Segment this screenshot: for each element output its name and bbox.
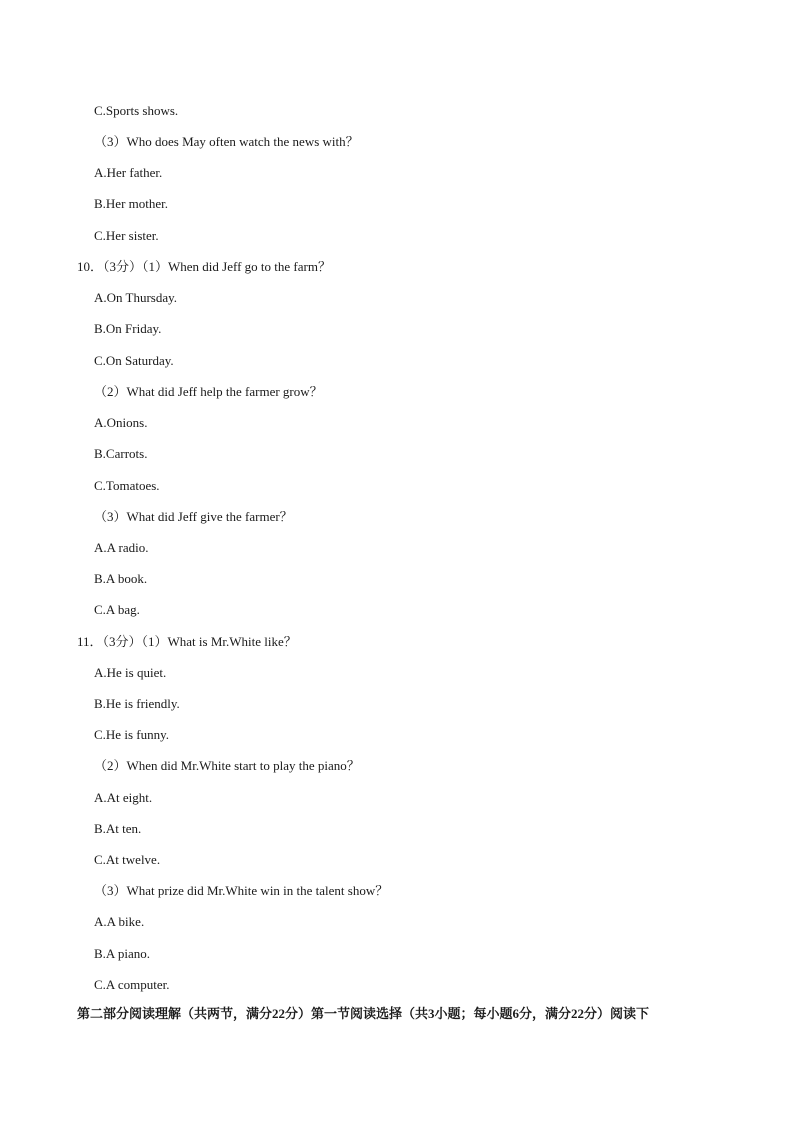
option-text: B.A piano. [94,946,150,961]
option-text: A.On Thursday. [94,290,178,305]
option-text: B.Her mother. [94,196,169,211]
option-text: A.Her father. [94,165,163,180]
option-text: C.Sports shows. [94,103,179,118]
option-text: A.At eight. [94,790,153,805]
option-text: C.Her sister. [94,228,159,243]
question-heading: 11．（3分）（1）What is Mr.White like？ [77,634,297,649]
sub-question: （3）Who does May often watch the news with？ [94,134,359,149]
question-heading: 10．（3分）（1）When did Jeff go to the farm？ [77,259,331,274]
option-text: C.Tomatoes. [94,478,160,493]
option-text: B.A book. [94,571,148,586]
section-heading: 第二部分阅读理解（共两节，满分22分）第一节阅读选择（共3小题；每小题6分，满分22分）阅读下 [77,1006,650,1021]
sub-question: （2）What did Jeff help the farmer grow？ [94,384,323,399]
option-text: C.He is funny. [94,727,169,742]
sub-question: （3）What prize did Mr.White win in the talent show？ [94,883,389,898]
option-text: A.He is quiet. [94,665,167,680]
option-text: B.Carrots. [94,446,148,461]
option-text: C.On Saturday. [94,353,174,368]
option-text: B.He is friendly. [94,696,180,711]
option-text: A.Onions. [94,415,148,430]
option-text: C.A computer. [94,977,170,992]
option-text: C.At twelve. [94,852,161,867]
option-text: B.On Friday. [94,321,162,336]
option-text: C.A bag. [94,602,140,617]
option-text: B.At ten. [94,821,142,836]
sub-question: （3）What did Jeff give the farmer？ [94,509,293,524]
option-text: A.A bike. [94,914,145,929]
sub-question: （2）When did Mr.White start to play the piano？ [94,758,360,773]
option-text: A.A radio. [94,540,149,555]
